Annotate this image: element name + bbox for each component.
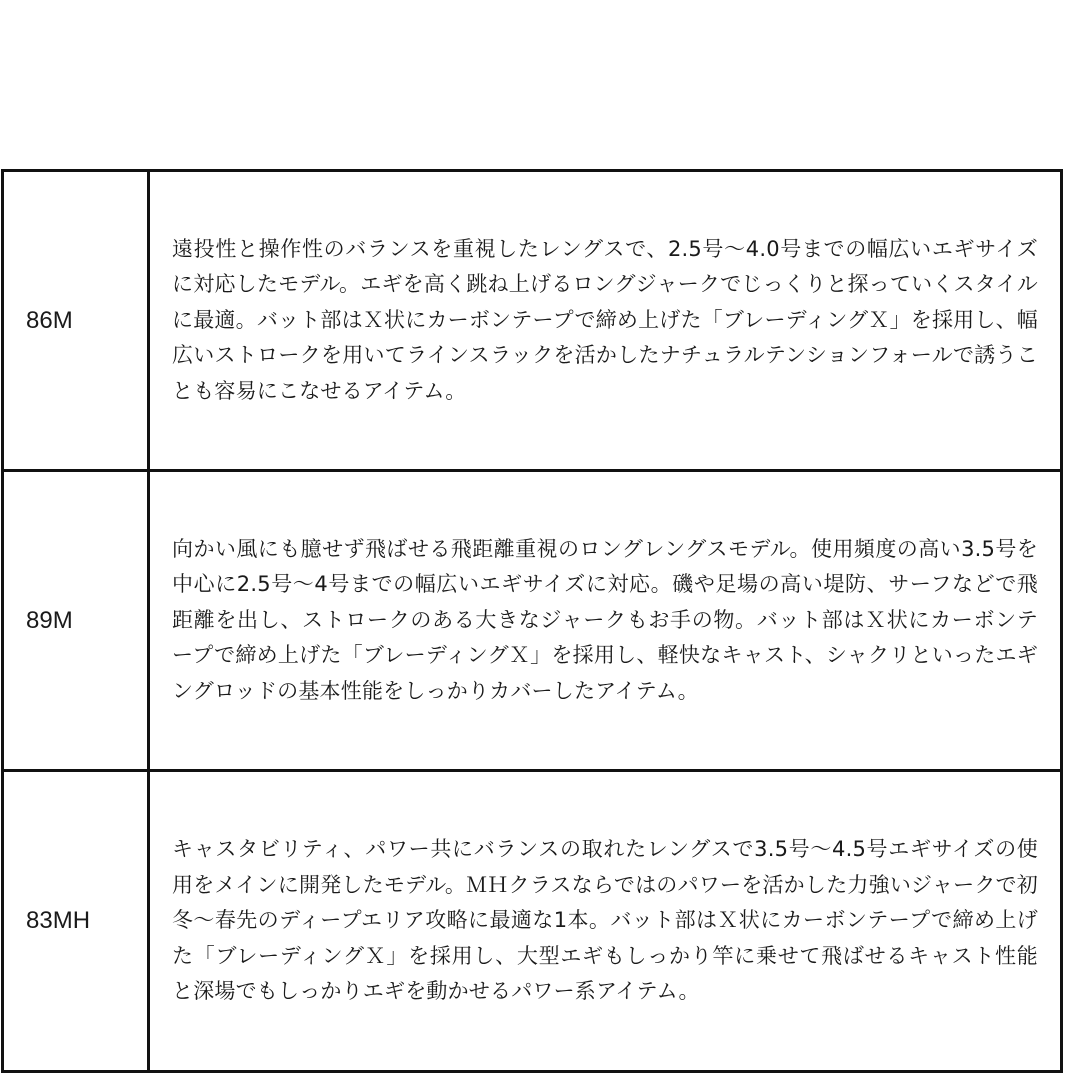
table-row xyxy=(3,171,1062,471)
spec-table xyxy=(1,169,1063,1073)
model-description: 遠投性と操作性のバランスを重視したレングスで、2.5号〜4.0号までの幅広いエギサイズに対応したモデル。エギを高く跳ね上げるロングジャークでじっくりと探っていくスタイルに最適。バット部はＸ状にカーボンテープで締め上げた「ブレーディングＸ」を採用し、幅広いストロークを用いてラインスラックを活かしたナチュラルテンションフォールで誘うことも容易にこなせるアイテム。 xyxy=(149,171,1062,471)
model-description: キャスタビリティ、パワー共にバランスの取れたレングスで3.5号〜4.5号エギサイズの使用をメインに開発したモデル。ＭＨクラスならではのパワーを活かした力強いジャークで初冬〜春先のディープエリア攻略に最適な1本。バット部はＸ状にカーボンテープで締め上げた「ブレーディングＸ」を採用し、大型エギもしっかり竿に乗せて飛ばせるキャスト性能と深場でもしっかりエギを動かせるパワー系アイテム。 xyxy=(149,771,1062,1072)
model-description: 向かい風にも臆せず飛ばせる飛距離重視のロングレングスモデル。使用頻度の高い3.5号を中心に2.5号〜4号までの幅広いエギサイズに対応。磯や足場の高い堤防、サーフなどで飛距離を出し、ストロークのある大きなジャークもお手の物。バット部はＸ状にカーボンテープで締め上げた「ブレーディングＸ」を採用し、軽快なキャスト、シャクリといったエギングロッドの基本性能をしっかりカバーしたアイテム。 xyxy=(149,471,1062,771)
model-name: 86M xyxy=(3,171,149,471)
model-name: 89M xyxy=(3,471,149,771)
model-name: 83MH xyxy=(3,771,149,1072)
table-row xyxy=(3,771,1062,1072)
table-row xyxy=(3,471,1062,771)
